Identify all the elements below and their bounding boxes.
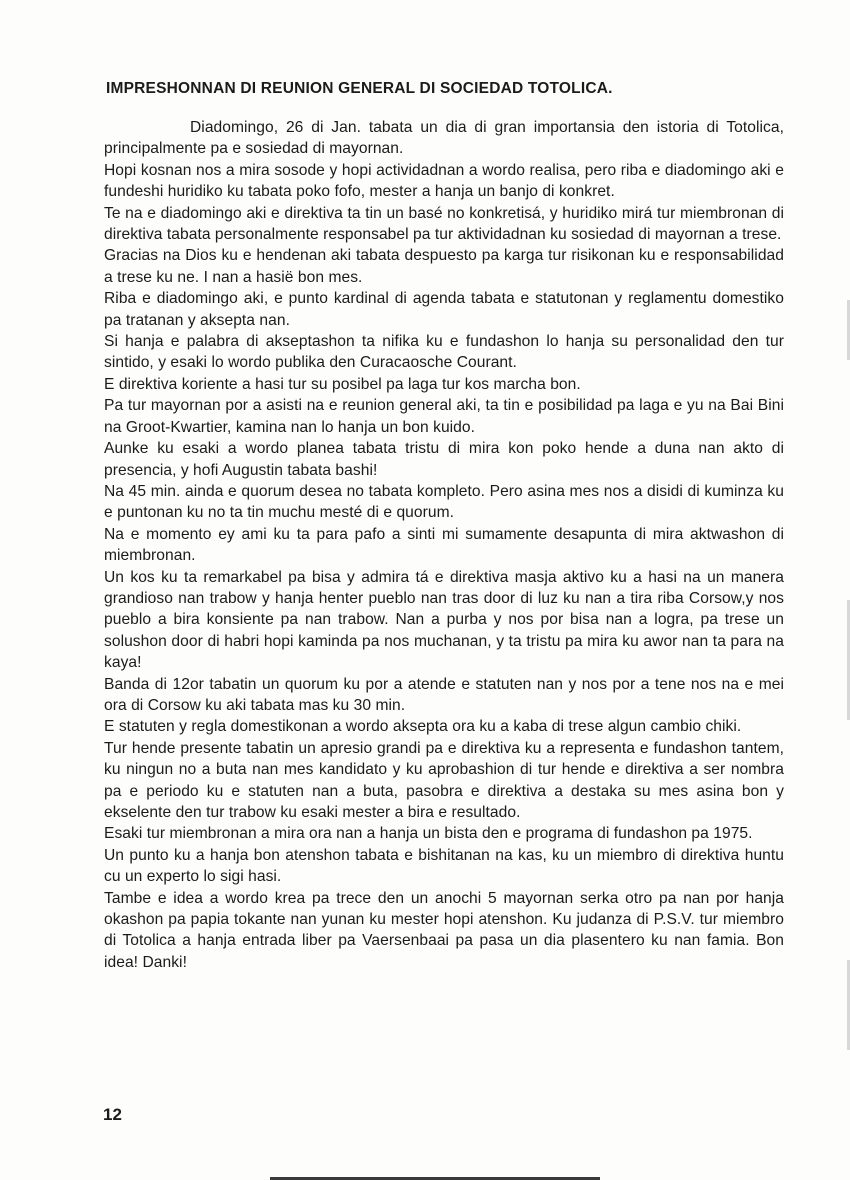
article-body	[104, 117, 784, 973]
paragraph: Esaki tur miembronan a mira ora nan a hanja un bista den e programa di fundashon pa 1975.	[104, 825, 753, 843]
paragraph: Gracias na Dios ku e hendenan aki tabata despuesto pa karga tur risikonan ku e responsabilidad a trese ku ne. I nan a hasië bon mes.	[104, 247, 784, 286]
paragraph: Hopi kosnan nos a mira sosode y hopi actividadnan a wordo realisa, pero riba e diadomingo aki e fundeshi huridiko ku tabata poko fofo, mester a hanja un banjo di konkret.	[104, 161, 784, 201]
paragraph: Te na e diadomingo aki e direktiva ta tin un basé no konkretisá, y huridiko mirá tur miembronan di direktiva tabata personalmente responsabel pa tur aktividadnan ku sosiedad di mayornan a trese.	[104, 204, 784, 244]
paragraph: Un kos ku ta remarkabel pa bisa y admira tá e direktiva masja aktivo ku a hasi na un manera grandioso nan trabow y hanja henter pueblo nan tras door di luz ku nan a tira riba Corsow,y nos pueblo a bira konsiente pa nan trabow. Nan a purba y nos por bisa nan a logra, pa trese un solushon door di habri hopi kaminda pa nos muchanan, y ta tristu pa mira ku awor nan ta para na kaya!	[104, 568, 784, 672]
paragraph: Tambe e idea a wordo krea pa trece den un anochi 5 mayornan serka otro pa nan por hanja okashon pa papia tokante nan yunan ku mester hopi atenshon. Ku judanza di P.S.V. tur miembro di Totolica a hanja entrada liber pa Vaersenbaai pa pasa un dia plasentero ku nan famia. Bon idea! Danki!	[104, 889, 784, 971]
paragraph: Na e momento ey ami ku ta para pafo a sinti mi sumamente desapunta di mira aktwashon di miembronan.	[104, 525, 784, 565]
paragraph: Un punto ku a hanja bon atenshon tabata e bishitanan na kas, ku un miembro di direktiva huntu cu un experto lo sigi hasi.	[104, 846, 784, 886]
paragraph: Banda di 12or tabatin un quorum ku por a atende e statuten nan y nos por a tene nos na e mei ora di Corsow ku aki tabata mas ku 30 min.	[104, 675, 784, 714]
paragraph: Aunke ku esaki a wordo planea tabata tristu di mira kon poko hende a duna nan akto di presencia, y hofi Augustin tabata bashi!	[104, 440, 784, 479]
paragraph: E statuten y regla domestikonan a wordo aksepta ora ku a kaba di trese algun cambio chiki.	[104, 718, 742, 736]
paragraph: Tur hende presente tabatin un apresio grandi pa e direktiva ku a representa e fundashon tantem, ku ningun no a buta nan mes kandidato y ku aprobashion di tur hende e direktiva a ser nombra pa e periodo ku e statuten nan a buta, pasobra e direktiva a destaka su mes asina bon y ekselente den tur trabow ku esaki mester a bira e resultado.	[104, 739, 784, 821]
article-title: IMPRESHONNAN DI REUNION GENERAL DI SOCIEDAD TOTOLICA.	[106, 80, 613, 97]
paragraph: Si hanja e palabra di akseptashon ta nifika ku e fundashon lo hanja su personalidad den tur sintido, y esaki lo wordo publika den Curacaosche Courant.	[104, 333, 784, 372]
paragraph: Pa tur mayornan por a asisti na e reunion general aki, ta tin e posibilidad pa laga e yu na Bai Bini na Groot-Kwartier, kamina nan lo hanja un bon kuido.	[104, 397, 784, 436]
paragraph: Na 45 min. ainda e quorum desea no tabata kompleto. Pero asina mes nos a disidi di kuminza ku e puntonan ku no ta tin muchu mesté di e quorum.	[104, 482, 784, 522]
paragraph: E direktiva koriente a hasi tur su posibel pa laga tur kos marcha bon.	[104, 375, 581, 393]
paragraph: Diadomingo, 26 di Jan. tabata un dia di gran importansia den istoria di Totolica, principalmente pa e sosiedad di mayornan.	[104, 119, 784, 158]
page-number: 12	[103, 1105, 122, 1124]
paragraph: Riba e diadomingo aki, e punto kardinal di agenda tabata e statutonan y reglamentu domestiko pa tratanan y aksepta nan.	[104, 290, 784, 329]
